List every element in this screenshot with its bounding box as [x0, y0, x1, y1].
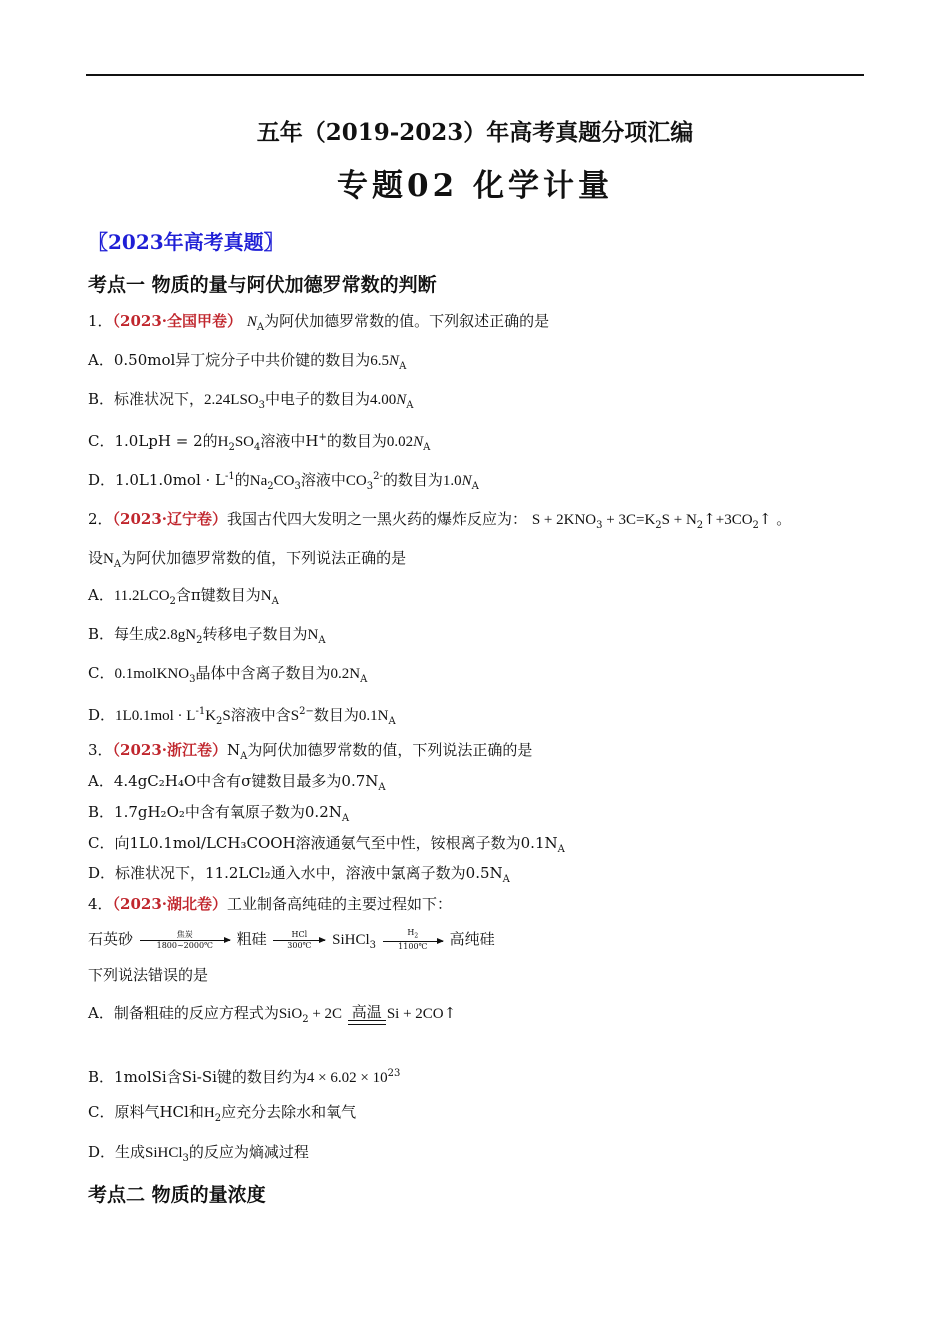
question-1-option-b: B．标准状况下，$2.24LSO_3$中电子的数目为$4.00N_A$: [88, 390, 414, 411]
section-heading-2023: 〖2023年高考真题〗: [88, 230, 284, 254]
question-4-option-d: D．生成SiHCl$_3$的反应为熵减过程: [88, 1143, 309, 1164]
question-3-option-c: C．向1L0.1mol/LCH₃COOH溶液通氨气至中性，铵根离子数为$0.1N_A$: [88, 834, 565, 855]
header-rule: [86, 74, 864, 76]
document-title: 五年（2019-2023）年高考真题分项汇编: [256, 119, 694, 146]
question-4-option-b: B．1molSi含Si-Si键的数目约为$4 \times 6.02 \times 10^{23}$: [88, 1068, 401, 1086]
question-1-option-d: D．$1.0L1.0mol \cdot L^{-1}$的$Na_2CO_3$溶液中$CO_3^{2-}$的数目为$1.0N_A$: [88, 471, 479, 492]
high-temperature-equals-sign: 高温: [348, 1004, 386, 1025]
question-2-option-a: A．$11.2LCO_2$含π键数目为$N_A$: [88, 586, 279, 607]
question-2-option-b: B．每生成$2.8gN_2$转移电子数目为$N_A$: [88, 625, 326, 646]
question-3-option-a: A．4.4gC₂H₄O中含有σ键数目最多为$0.7N_A$: [88, 772, 386, 793]
question-2-option-c: C．0.1molKNO$_3$晶体中含离子数目为$0.2N_A$: [88, 664, 368, 685]
question-4-stem: 4．（2023·湖北卷）工业制备高纯硅的主要过程如下：: [88, 895, 453, 913]
question-4-option-c: C．原料气HCl和$H_2$应充分去除水和氧气: [88, 1103, 357, 1124]
question-1-stem: 1．（2023·全国甲卷） $N_A$为阿伏加德罗常数的值。下列叙述正确的是: [88, 312, 550, 333]
question-2-option-d: D．$1L0.1mol \cdot L^{-1}K_2S$溶液中含$S^{2-}$数目为$0.1N_A$: [88, 706, 396, 727]
point-two-heading: 考点二 物质的量浓度: [88, 1184, 266, 1206]
document-subtitle: 专题02 化学计量: [337, 168, 613, 204]
question-4-ask: 下列说法错误的是: [88, 966, 209, 984]
question-2-stem: 2．（2023·辽宁卷）我国古代四大发明之一黑火药的爆炸反应为： $S + 2KNO_3 + 3C=K_2S$ + $N_2↑+3CO_2↑$ 。: [88, 510, 792, 531]
question-4-process-flow: 石英砂 焦炭 1800~2000℃ 粗硅 HCl 300℃ SiHCl$_3$ $\frac{H_2}{1100℃}$ 高纯硅: [88, 927, 495, 952]
question-3-option-b: B．1.7gH₂O₂中含有氧原子数为$0.2N_A$: [88, 803, 350, 824]
point-one-heading: 考点一 物质的量与阿伏加德罗常数的判断: [88, 274, 437, 296]
flow-arrow-1: 焦炭 1800~2000℃: [140, 930, 230, 951]
question-2-stem-continued: 设$N_A$为阿伏加德罗常数的值，下列说法正确的是: [88, 549, 407, 570]
flow-arrow-3: $\frac{H_2}{1100℃}$: [383, 928, 443, 953]
question-4-option-a: A．制备粗硅的反应方程式为SiO$_2$ + 2C 高温 Si + 2CO↑: [88, 1002, 457, 1025]
question-3-option-d: D．标准状况下，11.2LCl₂通入水中，溶液中氯离子数为$0.5N_A$: [88, 864, 510, 885]
flow-arrow-2: HCl 300℃: [273, 930, 325, 951]
question-1-option-c: C．1.0LpH = 2的$H_2SO_4$溶液中H+的数目为$0.02N_A$: [88, 432, 431, 453]
question-1-option-a: A．0.50mol异丁烷分子中共价键的数目为$6.5N_A$: [88, 351, 407, 372]
question-3-stem: 3．（2023·浙江卷）$N_A$为阿伏加德罗常数的值，下列说法正确的是: [88, 741, 533, 762]
